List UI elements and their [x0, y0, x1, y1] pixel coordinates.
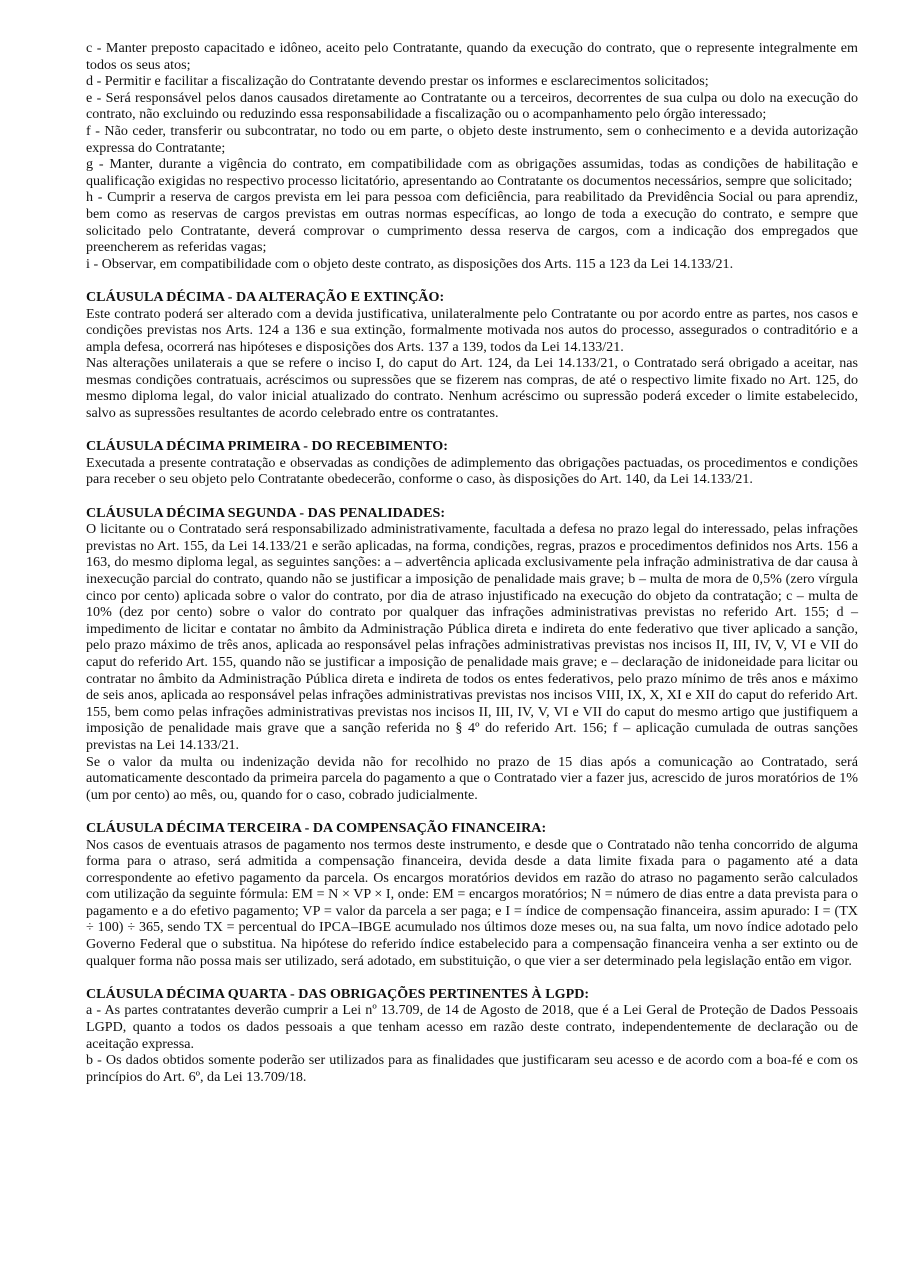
clause-13-paragraph: Nos casos de eventuais atrasos de pagamento nos termos deste instrumento, e desde que o Contratado não tenha concorrido de alguma forma para o atraso, será admitida a compensação financeira, devida desde a data limite fixada para o pagamento até a data correspondente ao efetivo pagamento da parcela. Os encargos moratórios devidos em razão do atraso no pagamento serão calculados com utilização da seguinte fórmula: EM = N × VP × I, onde: EM = encargos moratórios; N = número de dias entre a data prevista para o pagamento e a do efetivo pagamento; VP = valor da parcela a ser paga; e I = índice de compensação financeira, assim apurado: I = (TX ÷ 100) ÷ 365, sendo TX = percentual do IPCA–IBGE acumulado nos últimos doze meses ou, na sua falta, um novo índice adotado pelo Governo Federal que o substitua. Na hipótese do referido índice estabelecido para a compensação financeira venha a ser extinto ou de qualquer forma não possa mais ser utilizado, será adotado, em substituição, o que vier a ser determinado pela legislação então em vigor.: [86, 836, 858, 969]
clause-10-section: [86, 289, 858, 422]
clause-12-paragraph: Se o valor da multa ou indenização devida não for recolhido no prazo de 15 dias após a comunicação ao Contratado, será automaticamente descontado da primeira parcela do pagamento a que o Contratado vier a fazer jus, acrescido de juros moratórios de 1% (um por cento) ao mês, ou, quando for o caso, cobrado judicialmente.: [86, 753, 858, 803]
clause-11-heading: CLÁUSULA DÉCIMA PRIMEIRA - DO RECEBIMENTO:: [86, 438, 448, 455]
obligation-item-c: c - Manter preposto capacitado e idôneo, aceito pelo Contratante, quando da execução do contrato, que o represente integralmente em todos os seus atos;: [86, 40, 858, 73]
clause-14-paragraph: b - Os dados obtidos somente poderão ser utilizados para as finalidades que justificaram seu acesso e de acordo com a boa-fé e com os princípios do Art. 6º, da Lei 13.709/18.: [86, 1052, 858, 1085]
obligation-item-f: f - Não ceder, transferir ou subcontratar, no todo ou em parte, o objeto deste instrumento, sem o conhecimento e a devida autorização expressa do Contratante;: [86, 122, 858, 156]
obligation-item-i: i - Observar, em compatibilidade com o objeto deste contrato, as disposições dos Arts. 115 a 123 da Lei 14.133/21.: [86, 255, 734, 272]
obligation-item-e: e - Será responsável pelos danos causados diretamente ao Contratante ou a terceiros, decorrentes de sua culpa ou dolo na execução do contrato, não excluindo ou reduzindo essa responsabilidade a fiscalização ou o acompanhamento pelo órgão interessado;: [86, 89, 858, 123]
clause-11-paragraph: Executada a presente contratação e observadas as condições de adimplemento das obrigações pactuadas, os procedimentos e condições para receber o seu objeto pelo Contratante obedecerão, conforme o caso, às disposições do Art. 140, da Lei 14.133/21.: [86, 454, 858, 488]
clause-10-paragraph: Nas alterações unilaterais a que se refere o inciso I, do caput do Art. 124, da Lei 14.133/21, o Contratado será obrigado a aceitar, nas mesmas condições contratuais, acréscimos ou supressões que se fizerem nas compras, de até o respectivo limite fixado no Art. 125, do mesmo diploma legal, do valor inicial atualizado do contrato. Nenhum acréscimo ou supressão poderá exceder o limite estabelecido, salvo as supressões resultantes de acordo celebrado entre os contratantes.: [86, 355, 858, 422]
clause-14-paragraph: a - As partes contratantes deverão cumprir a Lei nº 13.709, de 14 de Agosto de 2018, que é a Lei Geral de Proteção de Dados Pessoais LGPD, quanto a todos os dados pessoais a que tenham acesso em razão deste contrato, independentemente de declaração ou de aceitação expressa.: [86, 1002, 858, 1052]
clause-12-paragraph: O licitante ou o Contratado será responsabilizado administrativamente, facultada a defesa no prazo legal do interessado, pelas infrações previstas no Art. 155, da Lei 14.133/21 e serão aplicadas, na forma, condições, regras, prazos e procedimentos definidos nos Arts. 156 a 163, do mesmo diploma legal, as seguintes sanções: a – advertência aplicada exclusivamente pela infração administrativa de dar causa à inexecução parcial do contrato, quando não se justificar a imposição de penalidade mais grave; b – multa de mora de 0,5% (zero vírgula cinco por cento) aplicada sobre o valor do contrato, por dia de atraso injustificado na execução do objeto da contratação; c – multa de 10% (dez por cento) sobre o valor do contrato por qualquer das infrações administrativas previstas no referido Art. 155; d – impedimento de licitar e contatar no âmbito da Administração Pública direta e indireta do ente federativo que tiver aplicado a sanção, pelo prazo máximo de três anos, aplicada ao responsável pelas infrações administrativas previstas nos incisos II, III, IV, V, VI e VII do caput do referido Art. 155, quando não se justificar a imposição de penalidade mais grave; e – declaração de inidoneidade para licitar ou contratar no âmbito da Administração Pública direta e indireta de todos os entes federativos, pelo prazo mínimo de três anos e máximo de seis anos, aplicada ao responsável pelas infrações administrativas previstas nos incisos VIII, IX, X, XI e XII do caput do referido Art. 155, bem como pelas infrações administrativas previstas nos incisos II, III, IV, V, VI e VII do caput do mesmo artigo que justifiquem a imposição de penalidade mais grave que a sanção referida no § 4º do referido Art. 156; f – aplicação cumulada de outras sanções previstas na Lei 14.133/21.: [86, 521, 858, 753]
clause-13-heading: CLÁUSULA DÉCIMA TERCEIRA - DA COMPENSAÇÃO FINANCEIRA:: [86, 819, 547, 836]
clause-12-section: [86, 505, 858, 804]
clause-10-heading: CLÁUSULA DÉCIMA - DA ALTERAÇÃO E EXTINÇÃO:: [86, 288, 445, 305]
clause-11-section: [86, 438, 858, 488]
obligations-list: [86, 40, 858, 272]
clause-14-section: [86, 986, 858, 1086]
obligation-item-d: d - Permitir e facilitar a fiscalização do Contratante devendo prestar os informes e esclarecimentos solicitados;: [86, 73, 709, 90]
clause-14-heading: CLÁUSULA DÉCIMA QUARTA - DAS OBRIGAÇÕES PERTINENTES À LGPD:: [86, 985, 590, 1002]
obligation-item-g: g - Manter, durante a vigência do contrato, em compatibilidade com as obrigações assumidas, todas as condições de habilitação e qualificação exigidas no respectivo processo licitatório, apresentando ao Contratante os documentos necessários, sempre que solicitado;: [86, 156, 858, 189]
clause-13-section: [86, 820, 858, 969]
clause-10-paragraph: Este contrato poderá ser alterado com a devida justificativa, unilateralmente pelo Contratante ou por acordo entre as partes, nos casos e condições previstas nos Arts. 124 a 136 e sua extinção, formalmente motivada nos autos do processo, assegurados o contraditório e a ampla defesa, ocorrerá nas hipóteses e disposições dos Arts. 137 a 139, todos da Lei 14.133/21.: [86, 305, 858, 355]
clause-12-heading: CLÁUSULA DÉCIMA SEGUNDA - DAS PENALIDADES:: [86, 504, 446, 521]
obligation-item-h: h - Cumprir a reserva de cargos prevista em lei para pessoa com deficiência, para reabilitado da Previdência Social ou para aprendiz, bem como as reservas de cargos previstas em outras normas específicas, ao longo de toda a execução do contrato, e sempre que solicitado pelo Contratante, deverá comprovar o cumprimento dessa reserva de cargos, com a indicação dos empregados que preencherem as referidas vagas;: [86, 189, 858, 256]
